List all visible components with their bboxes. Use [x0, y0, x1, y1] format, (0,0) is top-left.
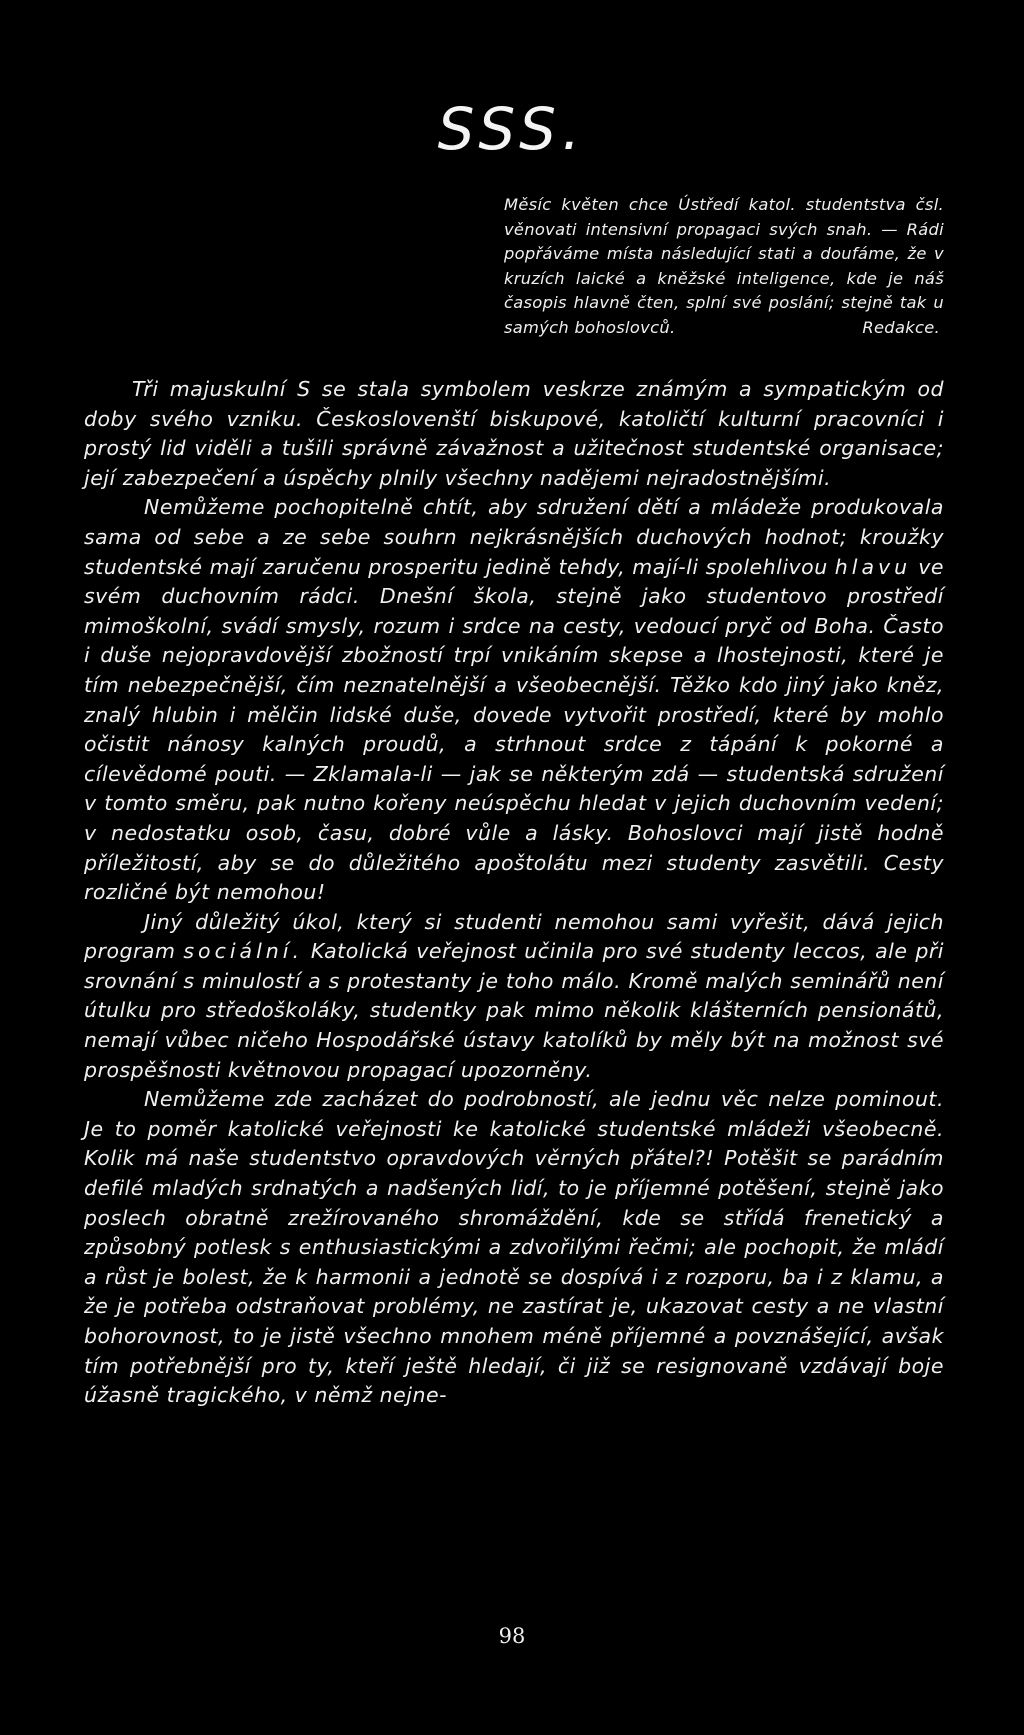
paragraph-4-text: Nemůžeme zde zacházet do podrobností, ale jednu věc nelze pominout. Je to poměr katolické veřejnosti ke katolické studentské mládeži všeobecně. Kolik má naše studentstvo opravdových věrných přátel?! Potěšit se parádním defilé mladých srdnatých a nadšených lidí, to je příjemné potěšení, stejně jako poslech obratně zrežírovaného shromáždění, kde se střídá frenetický a způsobný potlesk s enthusiastickými a zdvořilými řečmi; ale pochopit, že mládí a růst je bolest, že k harmonii a jednotě se dospívá i z rozporu, ba i z klamu, a že je potřeba odstraňovat problémy, ne zastírat je, ukazovat cesty a ne vlastní bohorovnost, to je jistě všechno mnohem méně příjemné a povznášející, avšak tím potřebnější pro ty, kteří ještě hledají, či již se resignovaně vzdávají boje úžasně tragického, v němž nejne- [84, 1087, 944, 1408]
paragraph-3 [84, 908, 944, 1086]
paragraph-1 [84, 375, 944, 493]
page-title: SSS. [437, 95, 587, 163]
paragraph-2-spaced-word: hlavu [834, 554, 912, 579]
paragraph-3-part2: Katolická veřejnost učinila pro své studenty leccos, ale při srovnání s minulostí a s protestanty je toho málo. Kromě malých seminářů není útulku pro středoškoláky, studentky pak mimo několik klášterních pensionátů, nemají vůbec ničeho Hospodářské ústavy katolíků by měly být na možnost své prospěšnosti květnovou propagací upozorněny. [84, 939, 944, 1082]
paragraph-2 [84, 493, 944, 907]
paragraph-4 [84, 1085, 944, 1411]
editorial-note [504, 193, 944, 341]
article-body [84, 375, 944, 1411]
editorial-note-text: Měsíc květen chce Ústředí katol. studentstva čsl. věnovati intensivní propagaci svých snah. — Rádi popřáváme místa následující stati a doufáme, že v kruzích laické a kněžské inteligence, kde je náš časopis hlavně čten, splní své poslání; stejně tak u samých bohoslovců. [504, 195, 944, 337]
paragraph-1-text: Tři majuskulní S se stala symbolem veskrze známým a sympatickým od doby svého vzniku. Českoslovenští biskupové, katoličtí kulturní pracovníci i prostý lid viděli a tušili správně závažnost a užitečnost studentské organisace; její zabezpečení a úspěchy plnily všechny nadějemi nejradostnějšími. [84, 377, 944, 490]
editorial-signature: Redakce. [862, 317, 940, 337]
paragraph-3-spaced-word: sociální. [183, 939, 303, 964]
page-number: 98 [498, 1624, 526, 1648]
paragraph-3-part1: Jiný důležitý úkol, který si studenti nemohou sami vyřešit, dává jejich program [84, 909, 944, 964]
paragraph-2-part2: ve svém duchovním rádci. Dnešní škola, stejně jako studentovo prostředí mimoškolní, svádí smysly, rozum i srdce na cesty, vedoucí pryč od Boha. Často i duše nejopravdovější zbožností trpí vnikáním skepse a lhostejnosti, které je tím nebezpečnější, čím neznatelnější a všeobecnější. Těžko kdo jiný jako kněz, znalý hlubin i mělčin lidské duše, dovede vytvořit prostředí, které by mohlo očistit nánosy kalných proudů, a strhnout srdce z tápání k pokorné a cílevědomé pouti. — Zklamala-li — jak se některým zdá — studentská sdružení v tomto směru, pak nutno kořeny neúspěchu hledat v jejich duchovním vedení; v nedostatku osob, času, dobré vůle a lásky. Bohoslovci mají jistě hodně příležitostí, aby se do důležitého apoštolátu mezi studenty zasvětili. Cesty rozličné být nemohou! [84, 554, 944, 905]
paragraph-2-part1: Nemůžeme pochopitelně chtít, aby sdružení dětí a mládeže produkovala sama od sebe a ze sebe souhrn nejkrásnějších duchových hodnot; kroužky studentské mají zaručenu prosperitu jedině tehdy, mají-li spolehlivou [84, 495, 944, 579]
